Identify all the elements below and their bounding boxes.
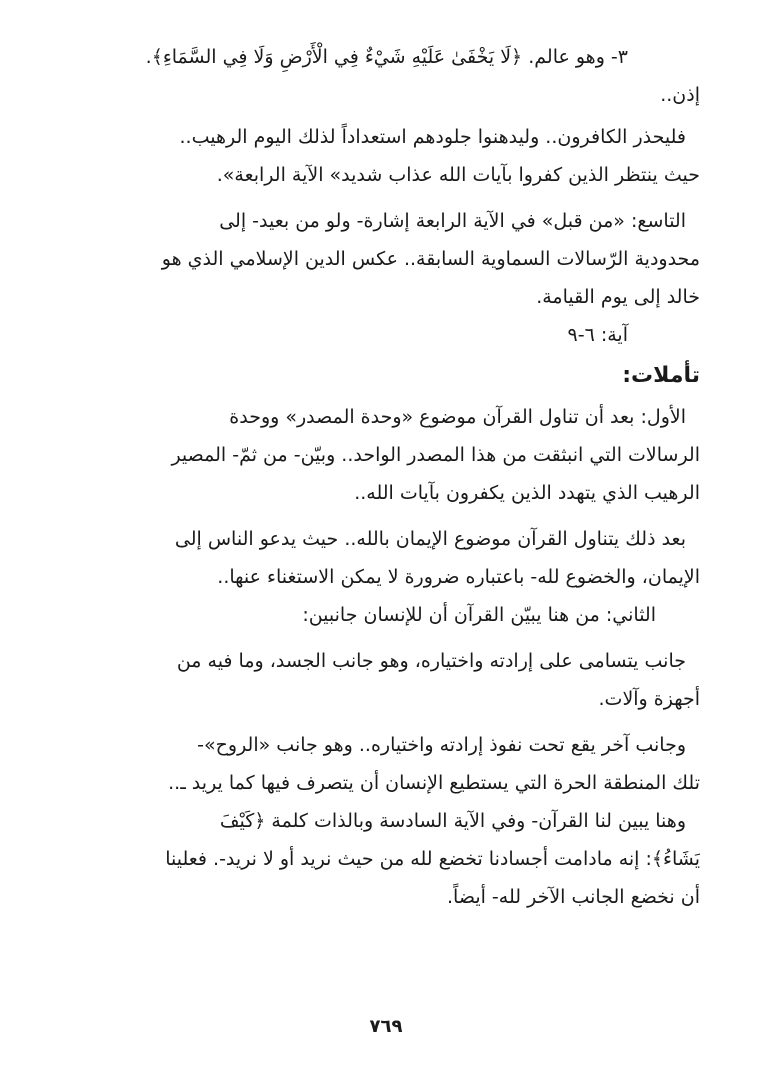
text-line: ٣- وهو عالم. ﴿لَا يَخْفَىٰ عَلَيْهِ شَيْءٌ فِي الْأَرْضِ وَلَا فِي السَّمَاءِ﴾. (145, 46, 628, 68)
text-line: الثاني: من هنا يبيّن القرآن أن للإنسان جانبين: (302, 604, 656, 626)
page-body (66, 38, 700, 916)
text-line: التاسع: «من قبل» في الآية الرابعة إشارة- ولو من بعيد- إلى (219, 210, 686, 232)
text-line: الرسالات التي انبثقت من هذا المصدر الواحد.. وبيّن- من ثمّ- المصير (171, 444, 700, 466)
text-line: أن نخضع الجانب الآخر لله- أيضاً. (447, 886, 700, 908)
text-line: فليحذر الكافرون.. وليدهنوا جلودهم استعداداً لذلك اليوم الرهيب.. (179, 126, 686, 148)
text-line: جانب يتسامى على إرادته واختياره، وهو جانب الجسد، وما فيه من (176, 650, 686, 672)
text-line: أجهزة وآلات. (598, 688, 700, 710)
verse-range: آية: ٦-٩ (567, 324, 628, 346)
text-line: الإيمان، والخضوع لله- باعتباره ضرورة لا يمكن الاستغناء عنها.. (217, 566, 700, 588)
text-line: بعد ذلك يتناول القرآن موضوع الإيمان بالله.. حيث يدعو الناس إلى (174, 528, 686, 550)
text-line: الرهيب الذي يتهدد الذين يكفرون بآيات الله.. (354, 482, 700, 504)
text-line: إذن.. (660, 84, 700, 106)
text-line: وجانب آخر يقع تحت نفوذ إرادته واختياره.. وهو جانب «الروح»- (197, 734, 686, 756)
text-line: حيث ينتظر الذين كفروا بآيات الله عذاب شديد» الآية الرابعة». (216, 164, 700, 186)
page-number: ٧٦٩ (369, 1016, 403, 1037)
text-line: وهنا يبين لنا القرآن- وفي الآية السادسة وبالذات كلمة ﴿كَيْفَ (219, 810, 686, 832)
text-line: الأول: بعد أن تناول القرآن موضوع «وحدة المصدر» ووحدة (229, 406, 686, 428)
text-line: يَشَاءُ﴾: إنه مادامت أجسادنا تخضع لله من حيث نريد أو لا نريد-. فعلينا (165, 848, 700, 870)
section-heading: تأملات: (622, 363, 700, 388)
text-line: محدودية الرّسالات السماوية السابقة.. عكس الدين الإسلامي الذي هو (161, 248, 700, 270)
text-line: خالد إلى يوم القيامة. (536, 286, 700, 308)
text-line: تلك المنطقة الحرة التي يستطيع الإنسان أن يتصرف فيها كما يريد ـ.. (168, 772, 700, 794)
